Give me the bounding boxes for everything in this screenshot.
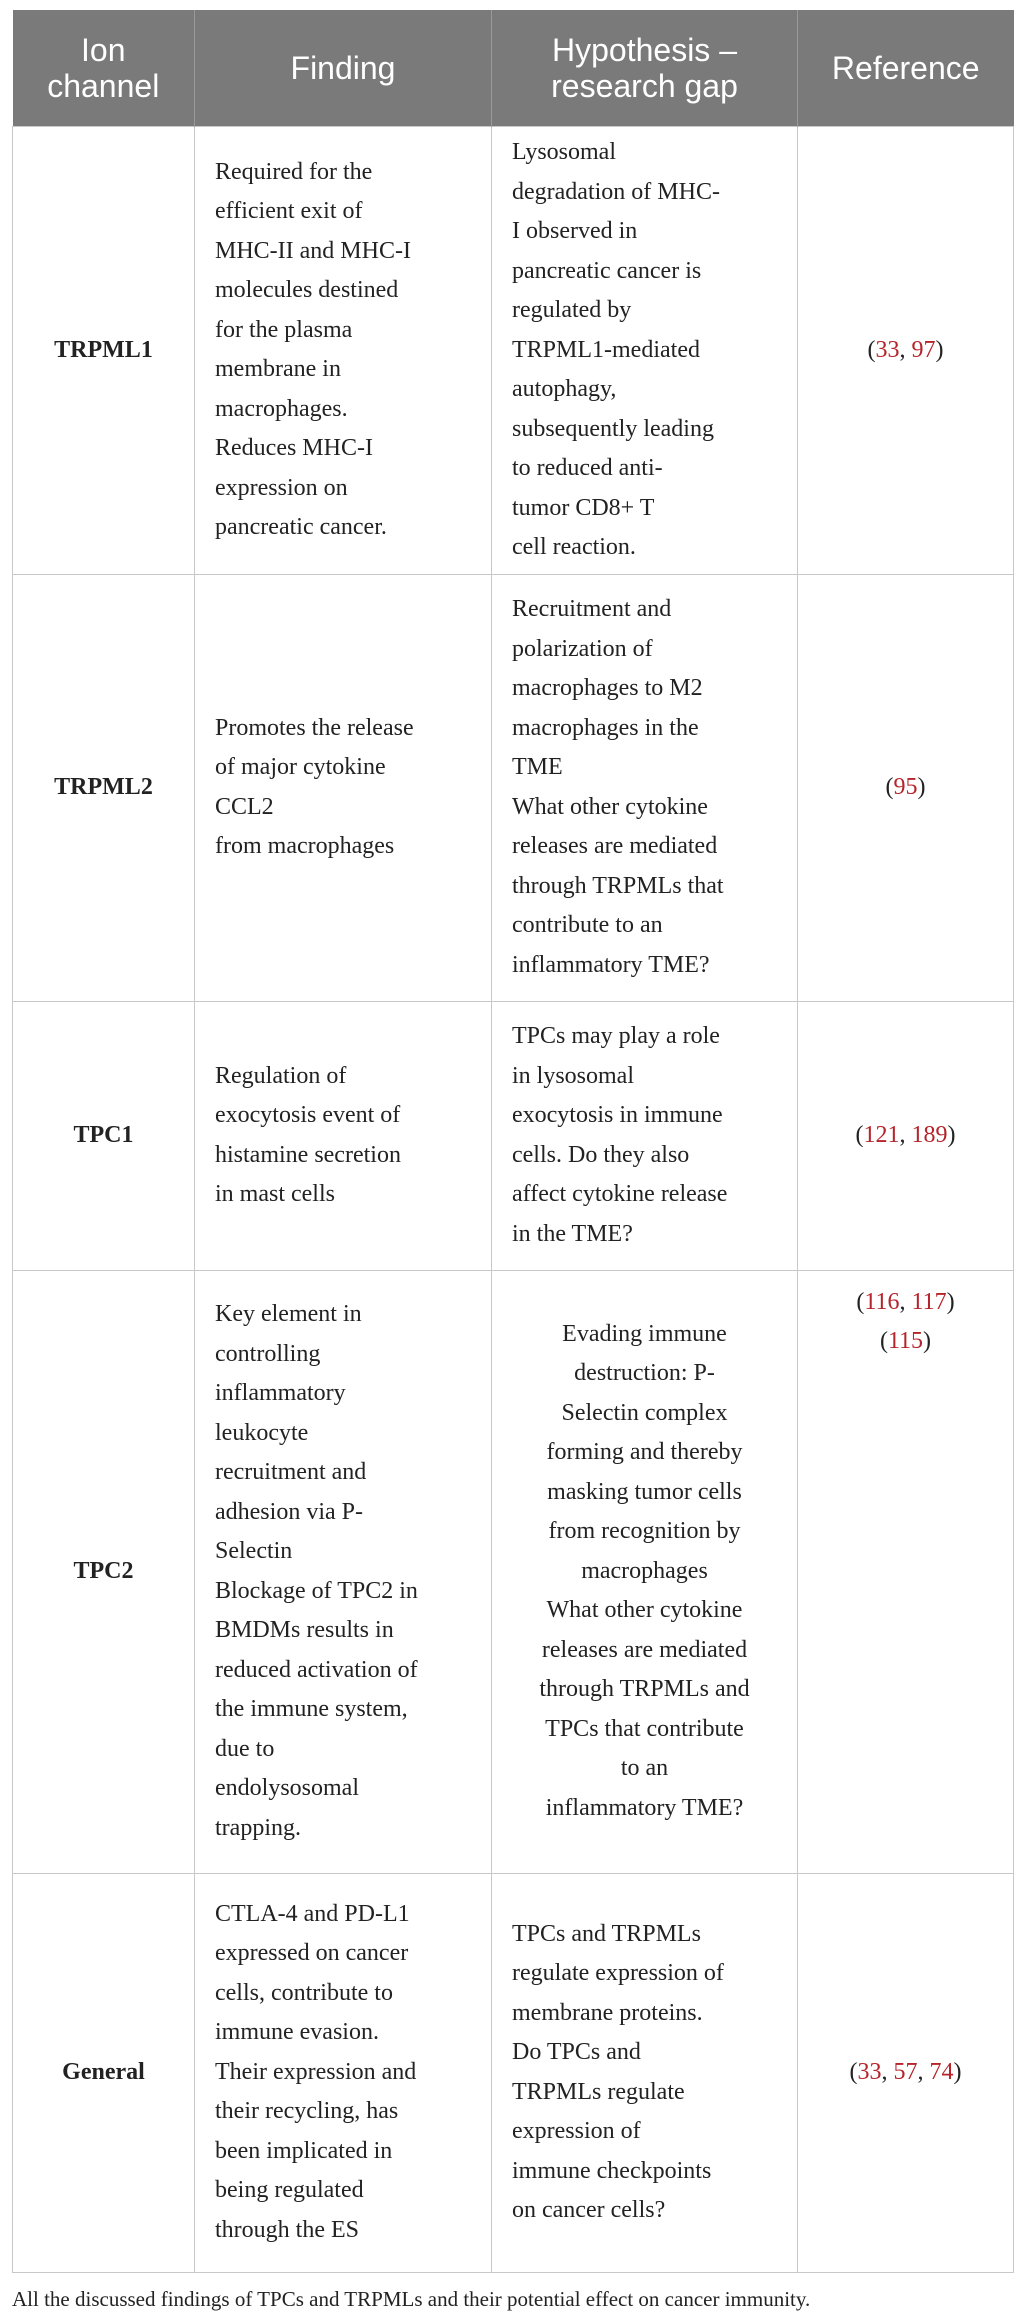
reference-cell	[798, 1873, 1014, 2272]
reference-cell	[798, 1270, 1014, 1873]
header-reference: Reference	[798, 10, 1014, 127]
reference-link[interactable]: 97	[911, 336, 936, 363]
table-row	[13, 127, 1014, 575]
header-finding: Finding	[195, 10, 492, 127]
reference-line: (33, 97)	[867, 336, 944, 363]
table-row	[13, 1270, 1014, 1873]
reference-link[interactable]: 189	[911, 1121, 948, 1148]
reference-line: (116, 117)	[856, 1288, 955, 1315]
reference-cell	[798, 127, 1014, 575]
ion-channel-cell: General	[13, 1873, 195, 2272]
hypothesis-cell: TPCs and TRPMLs regulate expression of membrane proteins. Do TPCs and TRPMLs regulate expression of immune checkpoints on cancer cells?	[492, 1873, 798, 2272]
reference-link[interactable]: 74	[929, 2058, 954, 2085]
reference-line: (115)	[879, 1328, 932, 1354]
finding-cell: Required for the efficient exit of MHC-II and MHC-I molecules destined for the plasma membrane in macrophages. Reduces MHC-I expression on pancreatic cancer.	[195, 127, 492, 575]
hypothesis-cell: TPCs may play a role in lysosomal exocytosis in immune cells. Do they also affect cytokine release in the TME?	[492, 1001, 798, 1270]
table-caption: All the discussed findings of TPCs and TRPMLs and their potential effect on cancer immunity.	[12, 2286, 811, 2311]
finding-cell: Promotes the release of major cytokine CCL2 from macrophages	[195, 574, 492, 1001]
ion-channel-cell: TPC1	[13, 1001, 195, 1270]
reference-link[interactable]: 117	[911, 1288, 947, 1315]
reference-link[interactable]: 95	[893, 773, 918, 800]
reference-line: (95)	[885, 773, 926, 800]
reference-link[interactable]: 115	[887, 1328, 924, 1354]
ion-channel-cell: TPC2	[13, 1270, 195, 1873]
reference-link[interactable]: 33	[875, 336, 900, 363]
reference-cell	[798, 574, 1014, 1001]
table-row	[13, 574, 1014, 1001]
finding-cell: Regulation of exocytosis event of histamine secretion in mast cells	[195, 1001, 492, 1270]
header-ion-channel: Ion channel	[13, 10, 195, 127]
hypothesis-cell: Evading immune destruction: P- Selectin complex forming and thereby masking tumor cells from recognition by macrophages What other cytokine releases are mediated through TRPMLs and TPCs that contribute to an inflammatory TME?	[492, 1270, 798, 1873]
hypothesis-cell: Recruitment and polarization of macrophages to M2 macrophages in the TME What other cytokine releases are mediated through TRPMLs that contribute to an inflammatory TME?	[492, 574, 798, 1001]
table-row	[13, 1001, 1014, 1270]
hypothesis-cell: Lysosomal degradation of MHC- I observed in pancreatic cancer is regulated by TRPML1-mediated autophagy, subsequently leading to reduced anti- tumor CD8+ T cell reaction.	[492, 127, 798, 575]
reference-cell	[798, 1001, 1014, 1270]
finding-cell: Key element in controlling inflammatory leukocyte recruitment and adhesion via P- Selectin Blockage of TPC2 in BMDMs results in reduced activation of the immune system, due to endolysosomal trapping.	[195, 1270, 492, 1873]
reference-line: (121, 189)	[855, 1121, 956, 1148]
ion-channel-cell: TRPML1	[13, 127, 195, 575]
table-row	[13, 1873, 1014, 2272]
table-container	[12, 10, 1013, 2312]
reference-link[interactable]: 57	[893, 2058, 918, 2085]
ion-channel-table	[12, 10, 1014, 2273]
reference-link[interactable]: 116	[864, 1288, 900, 1315]
reference-link[interactable]: 121	[863, 1121, 900, 1148]
reference-line: (33, 57, 74)	[849, 2058, 962, 2085]
header-row	[13, 10, 1014, 127]
reference-link[interactable]: 33	[857, 2058, 882, 2085]
header-hypothesis: Hypothesis – research gap	[492, 10, 798, 127]
finding-cell: CTLA-4 and PD-L1 expressed on cancer cells, contribute to immune evasion. Their expression and their recycling, has been implicated in being regulated through the ES	[195, 1873, 492, 2272]
ion-channel-cell: TRPML2	[13, 574, 195, 1001]
